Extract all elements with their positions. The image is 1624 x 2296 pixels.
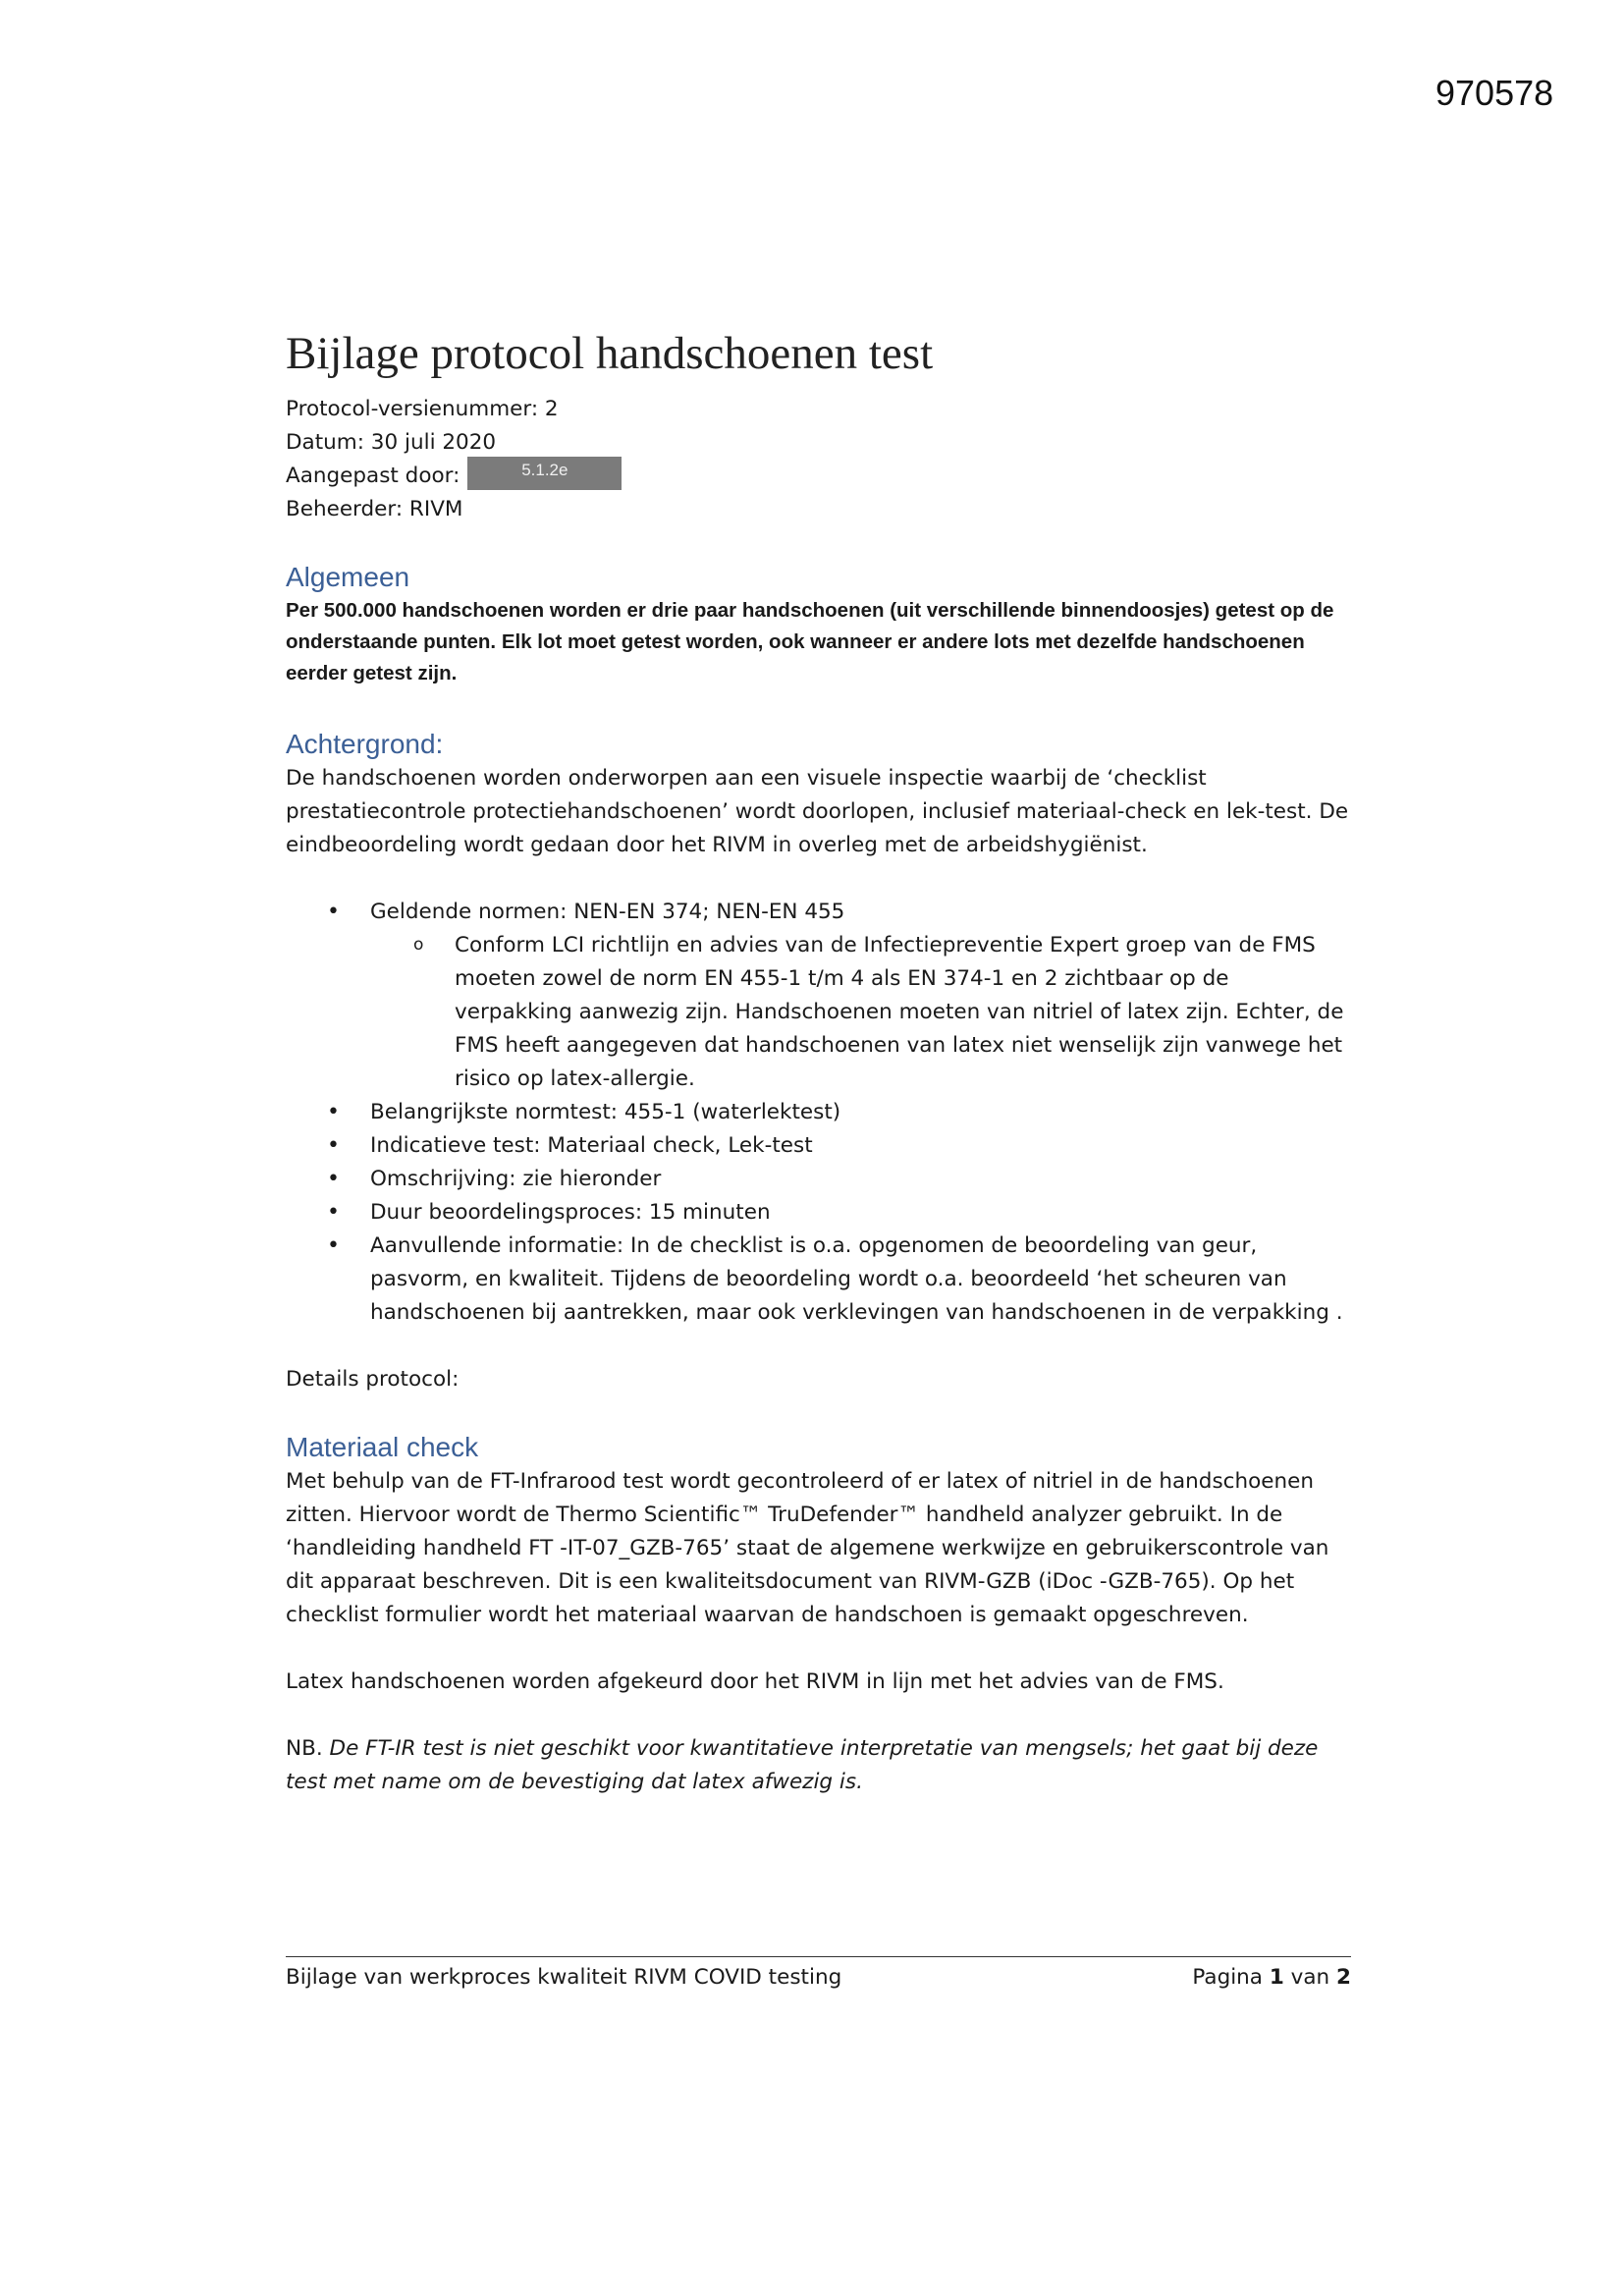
algemeen-text: Per 500.000 handschoenen worden er drie paar handschoenen (uit verschillende binnendoosjes) getest op de onderstaande punten. Elk lot moet getest worden, ook wanneer er andere lots met dezelfde handschoenen eerder getest zijn.	[286, 599, 1334, 684]
list-item: • Belangrijkste normtest: 455-1 (waterlektest)	[286, 1096, 1351, 1129]
page-number: Pagina 1 van 2	[1192, 1965, 1351, 1990]
nb-note-text: De FT-IR test is niet geschikt voor kwantitatieve interpretatie van mengsels; het gaat bij deze test met name om de bevestiging dat latex afwezig is.	[286, 1736, 1319, 1794]
achtergrond-text: De handschoenen worden onderworpen aan een visuele inspectie waarbij de ‘checklist prestatiecontrole protectiehandschoenen’ wordt doorlopen, inclusief materiaal-check en lek-test. De eindbeoordeling wordt gedaan door het RIVM in overleg met de arbeidshygiënist.	[286, 766, 1349, 857]
materiaal-paragraph-2: Latex handschoenen worden afgekeurd door het RIVM in lijn met het advies van de FMS.	[286, 1669, 1224, 1694]
protocol-manager: Beheerder: RIVM	[286, 497, 463, 521]
document-body	[286, 324, 1351, 1799]
sub-list	[370, 929, 1351, 1096]
adjusted-by-label: Aangepast door:	[286, 464, 460, 488]
page-footer	[286, 1956, 1351, 1995]
footer-title: Bijlage van werkproces kwaliteit RIVM COVID testing	[286, 1965, 842, 1990]
section-heading-algemeen: Algemeen	[286, 562, 410, 592]
nb-note	[286, 1732, 1351, 1799]
protocol-version: Protocol-versienummer: 2	[286, 397, 559, 421]
section-heading-achtergrond: Achtergrond:	[286, 729, 444, 759]
list-item: • Aanvullende informatie: In de checklist is o.a. opgenomen de beoordeling van geur, pasvorm, en kwaliteit. Tijdens de beoordeling wordt o.a. beoordeeld ‘het scheuren van handschoenen bij aantrekken, maar ook verklevingen van handschoenen in de verpakking .	[286, 1230, 1351, 1330]
details-label: Details protocol:	[286, 1367, 460, 1392]
sub-list-item: o Conform LCI richtlijn en advies van de Infectiepreventie Expert groep van de FMS moeten zowel de norm EN 455-1 t/m 4 als EN 374-1 en 2 zichtbaar op de verpakking aanwezig zijn. Handschoenen moeten van nitriel of latex zijn. Echter, de FMS heeft aangegeven dat handschoenen van latex niet wenselijk zijn vanwege het risico op latex-allergie.	[370, 929, 1351, 1096]
list-item: • Omschrijving: zie hieronder	[286, 1163, 1351, 1196]
page-title: Bijlage protocol handschoenen test	[286, 328, 934, 379]
list-item: • Indicatieve test: Materiaal check, Lek-test	[286, 1129, 1351, 1163]
document-number: 970578	[1435, 73, 1554, 113]
section-heading-materiaal: Materiaal check	[286, 1432, 479, 1462]
materiaal-paragraph-1: Met behulp van de FT-Infrarood test wordt gecontroleerd of er latex of nitriel in de handschoenen zitten. Hiervoor wordt de Thermo Scientific™ TruDefender™ handheld analyzer gebruikt. In de ‘handleiding handheld FT -IT-07_GZB-765’ staat de algemene werkwijze en gebruikerscontrole van dit apparaat beschreven. Dit is een kwaliteitsdocument van RIVM-GZB (iDoc -GZB-765). Op het checklist formulier wordt het materiaal waarvan de handschoen is gemaakt opgeschreven.	[286, 1469, 1329, 1627]
adjusted-by-line	[286, 460, 1351, 493]
protocol-date: Datum: 30 juli 2020	[286, 430, 497, 455]
nb-prefix: NB.	[286, 1736, 323, 1761]
redaction-box: 5.1.2e	[467, 457, 622, 490]
list-item: • Geldende normen: NEN-EN 374; NEN-EN 455 o Conform LCI richtlijn en advies van de Infectiepreventie Expert groep van de FMS moeten zowel de norm EN 455-1 t/m 4 als EN 374-1 en 2 zichtbaar op de verpakking aanwezig zijn. Handschoenen moeten van nitriel of latex zijn. Echter, de FMS heeft aangegeven dat handschoenen van latex niet wenselijk zijn vanwege het risico op latex-allergie.	[286, 896, 1351, 1096]
list-item: • Duur beoordelingsproces: 15 minuten	[286, 1196, 1351, 1230]
criteria-list	[286, 896, 1351, 1330]
